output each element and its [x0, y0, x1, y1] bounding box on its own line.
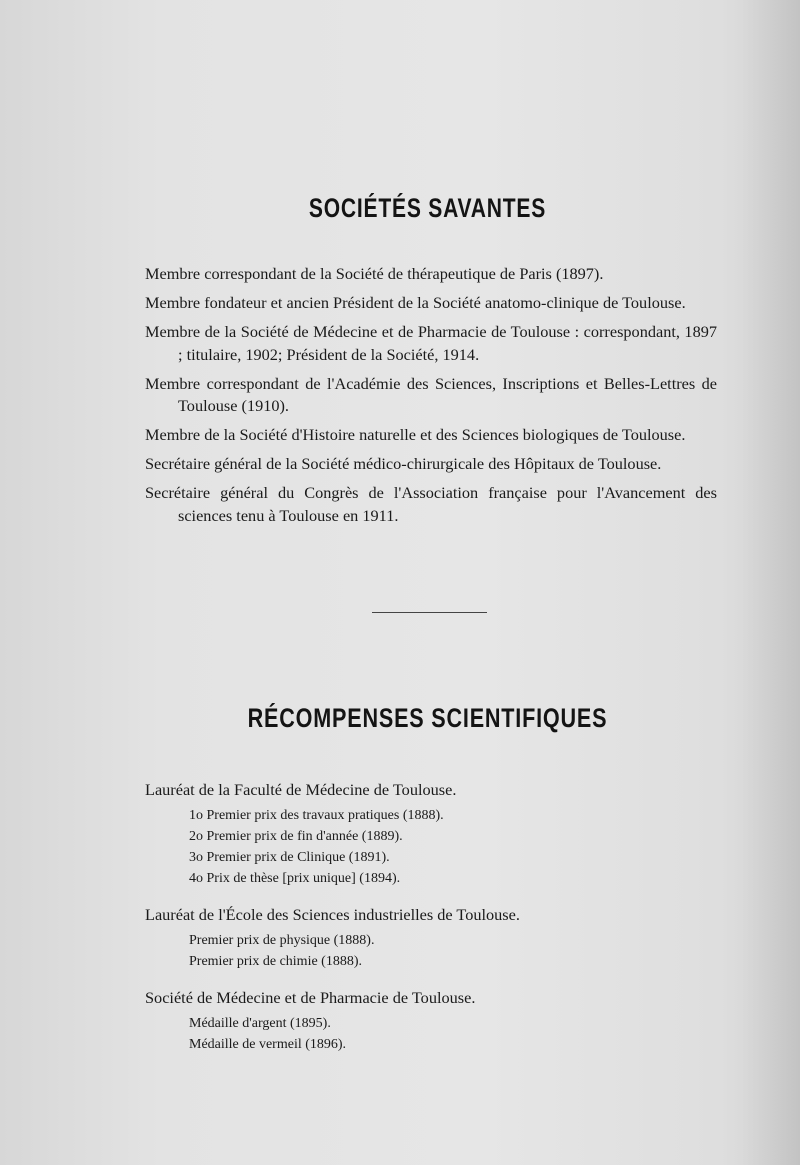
- list-item: 1o Premier prix des travaux pratiques (1888).: [189, 808, 444, 823]
- award-list: [189, 930, 725, 972]
- award-group-title: Société de Médecine et de Pharmacie de Toulouse.: [145, 988, 476, 1007]
- list-item: Secrétaire général de la Société médico-chirurgicale des Hôpitaux de Toulouse.: [145, 454, 662, 473]
- societes-list: [145, 263, 717, 534]
- award-list: [189, 1013, 725, 1055]
- award-group-title: Lauréat de l'École des Sciences industrielles de Toulouse.: [145, 905, 520, 924]
- page-edge-shadow: [740, 0, 800, 1165]
- list-item: Membre correspondant de la Société de thérapeutique de Paris (1897).: [145, 264, 604, 283]
- list-item: Membre de la Société de Médecine et de Pharmacie de Toulouse : correspondant, 1897 ; titulaire, 1902; Président de la Société, 1914.: [145, 322, 717, 364]
- award-group-ecole: [145, 904, 725, 972]
- section-divider: [372, 612, 487, 613]
- list-item: Premier prix de chimie (1888).: [189, 954, 363, 969]
- list-item: Secrétaire général du Congrès de l'Association française pour l'Avancement des sciences tenu à Toulouse en 1911.: [145, 483, 717, 525]
- section-title-societes: SOCIÉTÉS SAVANTES: [308, 193, 547, 223]
- list-item: 2o Premier prix de fin d'année (1889).: [189, 829, 403, 844]
- list-item: 3o Premier prix de Clinique (1891).: [189, 850, 390, 865]
- list-item: Membre fondateur et ancien Président de la Société anatomo-clinique de Toulouse.: [145, 293, 686, 312]
- award-group-faculte: [145, 779, 725, 889]
- award-group-title: Lauréat de la Faculté de Médecine de Toulouse.: [145, 780, 457, 799]
- list-item: Membre correspondant de l'Académie des Sciences, Inscriptions et Belles-Lettres de Toulouse (1910).: [145, 373, 717, 415]
- list-item: Premier prix de physique (1888).: [189, 933, 375, 948]
- list-item: Médaille d'argent (1895).: [189, 1016, 331, 1031]
- section-title-recompenses: RÉCOMPENSES SCIENTIFIQUES: [247, 703, 608, 733]
- list-item: Membre de la Société d'Histoire naturelle et des Sciences biologiques de Toulouse.: [145, 425, 686, 444]
- award-list: [189, 805, 725, 889]
- list-item: Médaille de vermeil (1896).: [189, 1037, 347, 1052]
- award-group-societe: [145, 987, 725, 1055]
- list-item: 4o Prix de thèse [prix unique] (1894).: [189, 871, 401, 886]
